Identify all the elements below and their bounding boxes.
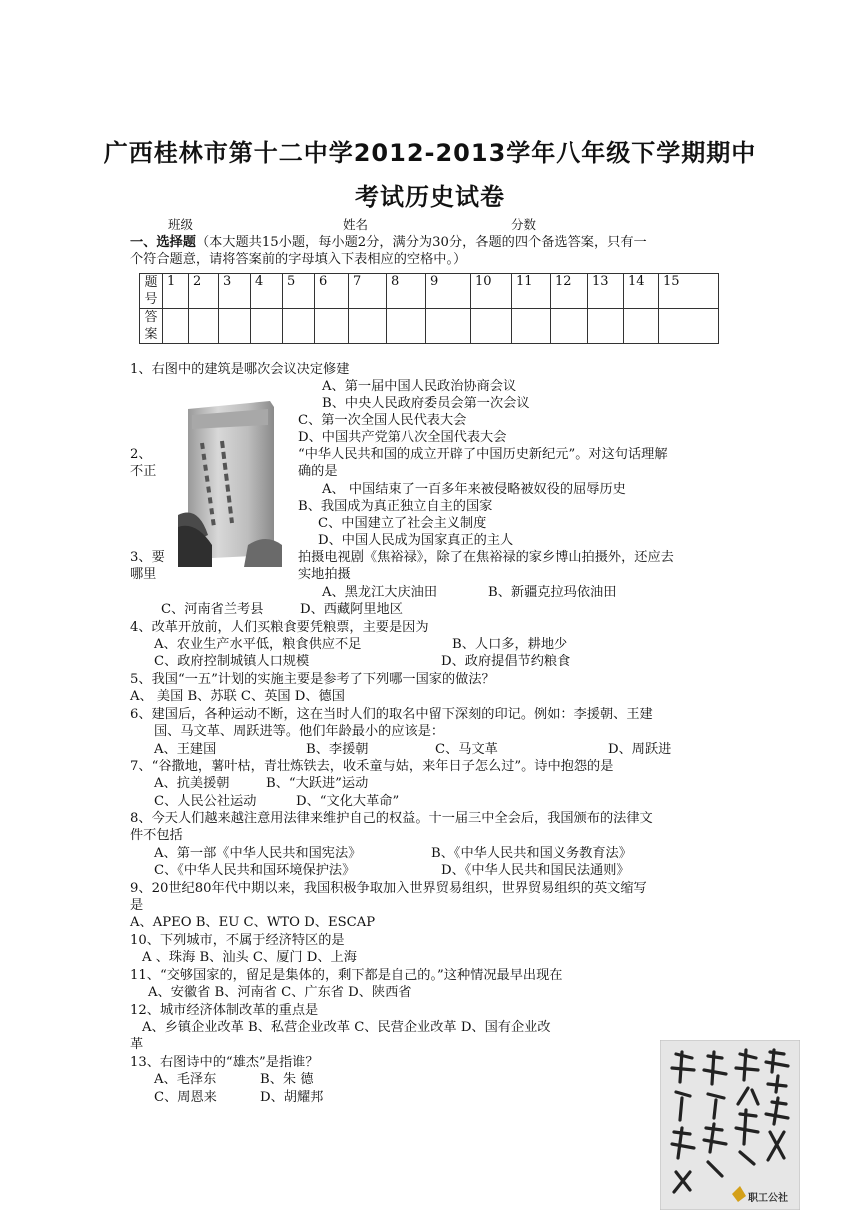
- q3-option-a: A、黑龙江大庆油田: [322, 585, 438, 600]
- q8-option-b: B、《中华人民共和国义务教育法》: [431, 846, 632, 861]
- q13-option-a: A、毛泽东: [154, 1072, 217, 1087]
- exam-title-line2: 考试历史试卷: [355, 183, 505, 211]
- q7-option-d: D、“文化大革命”: [296, 794, 400, 809]
- answer-cell[interactable]: [315, 309, 349, 344]
- exam-title-line1: 广西桂林市第十二中学2012-2013学年八年级下学期期中: [103, 139, 757, 167]
- question-number-cell: 1: [163, 274, 189, 309]
- class-field-label: 班级: [168, 217, 194, 232]
- answer-cell[interactable]: [471, 309, 512, 344]
- q6-option-c: C、马文革: [435, 742, 498, 757]
- question-number-cell: 5: [283, 274, 315, 309]
- monument-photo: [178, 395, 282, 567]
- q6-option-a: A、王建国: [154, 742, 217, 757]
- q9-options: A、APEO B、EU C、WTO D、ESCAP: [130, 915, 376, 930]
- question-number-cell: 3: [219, 274, 251, 309]
- q9-stem-line1: 9、20世纪80年代中期以来，我国积极争取加入世界贸易组织，世界贸易组织的英文缩写: [130, 881, 647, 896]
- question-number-cell: 12: [551, 274, 588, 309]
- q3-number: 3、要: [130, 550, 165, 565]
- answer-cell[interactable]: [219, 309, 251, 344]
- q2-option-b: B、我国成为真正独立自主的国家: [298, 499, 493, 514]
- section1-heading: 一、选择题: [130, 235, 196, 250]
- answer-cell[interactable]: [349, 309, 387, 344]
- q10-stem: 10、下列城市，不属于经济特区的是: [130, 933, 345, 948]
- answer-cell[interactable]: [387, 309, 426, 344]
- q2-number: 2、: [130, 447, 152, 462]
- q4-stem: 4、改革开放前，人们买粮食要凭粮票，主要是因为: [130, 620, 429, 635]
- answer-table-number-row: [140, 274, 719, 309]
- section1-desc-line2: 个符合题意，请将答案前的字母填入下表相应的空格中。）: [130, 252, 467, 267]
- question-number-cell: 11: [512, 274, 551, 309]
- q1-option-b: B、中央人民政府委员会第一次会议: [322, 396, 530, 411]
- q6-option-b: B、李援朝: [306, 742, 369, 757]
- q13-option-b: B、朱 德: [260, 1072, 314, 1087]
- q1-option-c: C、第一次全国人民代表大会: [298, 413, 467, 428]
- q10-options: A 、珠海 B、汕头 C、厦门 D、上海: [142, 950, 357, 965]
- question-number-cell: 14: [624, 274, 659, 309]
- q1-option-a: A、第一届中国人民政治协商会议: [322, 379, 517, 394]
- q3-stem-part3: 实地拍摄: [298, 567, 351, 582]
- answer-cell[interactable]: [512, 309, 551, 344]
- answer-cell[interactable]: [659, 309, 719, 344]
- q12-options: A、乡镇企业改革 B、私营企业改革 C、民营企业改革 D、国有企业改: [142, 1020, 551, 1035]
- answer-cell[interactable]: [163, 309, 189, 344]
- q2-option-a: A、 中国结束了一百多年来被侵略被奴役的屈辱历史: [322, 482, 626, 497]
- q3-option-d: D、西藏阿里地区: [300, 602, 403, 617]
- q5-stem: 5、我国“一五”计划的实施主要是参考了下列哪一国家的做法？: [130, 672, 495, 687]
- q11-options: A、安徽省 B、河南省 C、广东省 D、陕西省: [148, 985, 412, 1000]
- q8-stem-line1: 8、今天人们越来越注意用法律来维护自己的权益。十一届三中全会后，我国颁布的法律文: [130, 811, 653, 826]
- q4-option-c: C、政府控制城镇人口规模: [154, 654, 310, 669]
- q2-option-d: D、中国人民成为国家真正的主人: [318, 533, 514, 548]
- q1-option-d: D、中国共产党第八次全国代表大会: [298, 430, 507, 445]
- q3-stem-part2: 哪里: [130, 567, 157, 582]
- question-number-cell: 2: [189, 274, 219, 309]
- q12-options-wrap: 革: [130, 1037, 144, 1052]
- answer-table-row2-label: 答案: [140, 309, 163, 344]
- q2-stem-part1: “中华人民共和国的成立开辟了中国历史新纪元”。对这句话理解: [298, 447, 668, 462]
- q3-stem-part1: 拍摄电视剧《焦裕禄》，除了在焦裕禄的家乡博山拍摄外，还应去: [298, 550, 674, 565]
- q6-stem-line2: 国、马文革、周跃进等。他们年龄最小的应该是：: [154, 724, 445, 739]
- q2-option-c: C、中国建立了社会主义制度: [318, 516, 487, 531]
- calligraphy-photo: [660, 1040, 800, 1210]
- q7-option-c: C、人民公社运动: [154, 794, 257, 809]
- answer-cell[interactable]: [283, 309, 315, 344]
- question-number-cell: 8: [387, 274, 426, 309]
- section1-desc-line1: （本大题共15小题，每小题2分，满分为30分，各题的四个备选答案，只有一: [195, 235, 647, 250]
- question-number-cell: 15: [659, 274, 719, 309]
- answer-cell[interactable]: [251, 309, 283, 344]
- q2-stem-part3: 确的是: [298, 464, 338, 479]
- answer-table-answer-row: [140, 309, 719, 344]
- q7-stem: 7、“谷撒地，薯叶枯，青壮炼铁去，收禾童与姑，来年日子怎么过”。诗中抱怨的是: [130, 759, 614, 774]
- calligraphy-watermark: 职工公社: [748, 1193, 788, 1204]
- q5-options: A、 美国 B、苏联 C、英国 D、德国: [130, 689, 345, 704]
- answer-cell[interactable]: [189, 309, 219, 344]
- question-number-cell: 13: [588, 274, 624, 309]
- q8-stem-line2: 件不包括: [130, 828, 183, 843]
- question-number-cell: 9: [426, 274, 471, 309]
- name-field-label: 姓名: [343, 217, 369, 232]
- answer-cell[interactable]: [624, 309, 659, 344]
- question-number-cell: 7: [349, 274, 387, 309]
- q7-option-b: B、“大跃进”运动: [266, 776, 369, 791]
- q6-option-d: D、周跃进: [608, 742, 672, 757]
- q13-stem: 13、右图诗中的“雄杰”是指谁？: [130, 1055, 319, 1070]
- q4-option-b: B、人口多，耕地少: [452, 637, 568, 652]
- q3-option-b: B、新疆克拉玛依油田: [488, 585, 617, 600]
- q6-stem-line1: 6、建国后，各种运动不断，这在当时人们的取名中留下深刻的印记。例如：李援朝、王建: [130, 707, 653, 722]
- q12-stem: 12、城市经济体制改革的重点是: [130, 1003, 319, 1018]
- q2-stem-part2: 不正: [130, 464, 157, 479]
- q3-option-c: C、河南省兰考县: [161, 602, 264, 617]
- q11-stem: 11、“交够国家的，留足是集体的，剩下都是自己的。”这种情况最早出现在: [130, 968, 563, 983]
- score-field-label: 分数: [511, 217, 537, 232]
- answer-cell[interactable]: [588, 309, 624, 344]
- q8-option-a: A、第一部《中华人民共和国宪法》: [154, 846, 362, 861]
- q9-stem-line2: 是: [130, 898, 144, 913]
- question-number-cell: 6: [315, 274, 349, 309]
- q13-option-d: D、胡耀邦: [260, 1090, 324, 1105]
- answer-cell[interactable]: [551, 309, 588, 344]
- q8-option-d: D、《中华人民共和国民法通则》: [441, 863, 630, 878]
- answer-table: [139, 273, 719, 344]
- q8-option-c: C、《中华人民共和国环境保护法》: [154, 863, 356, 878]
- answer-cell[interactable]: [426, 309, 471, 344]
- question-number-cell: 10: [471, 274, 512, 309]
- q13-option-c: C、周恩来: [154, 1090, 217, 1105]
- q4-option-a: A、农业生产水平低，粮食供应不足: [154, 637, 362, 652]
- q1-stem: 1、右图中的建筑是哪次会议决定修建: [130, 362, 350, 377]
- question-number-cell: 4: [251, 274, 283, 309]
- section1-line1: [130, 234, 647, 251]
- q4-option-d: D、政府提倡节约粮食: [441, 654, 571, 669]
- q7-option-a: A、抗美援朝: [154, 776, 230, 791]
- answer-table-row1-label: 题号: [140, 274, 163, 309]
